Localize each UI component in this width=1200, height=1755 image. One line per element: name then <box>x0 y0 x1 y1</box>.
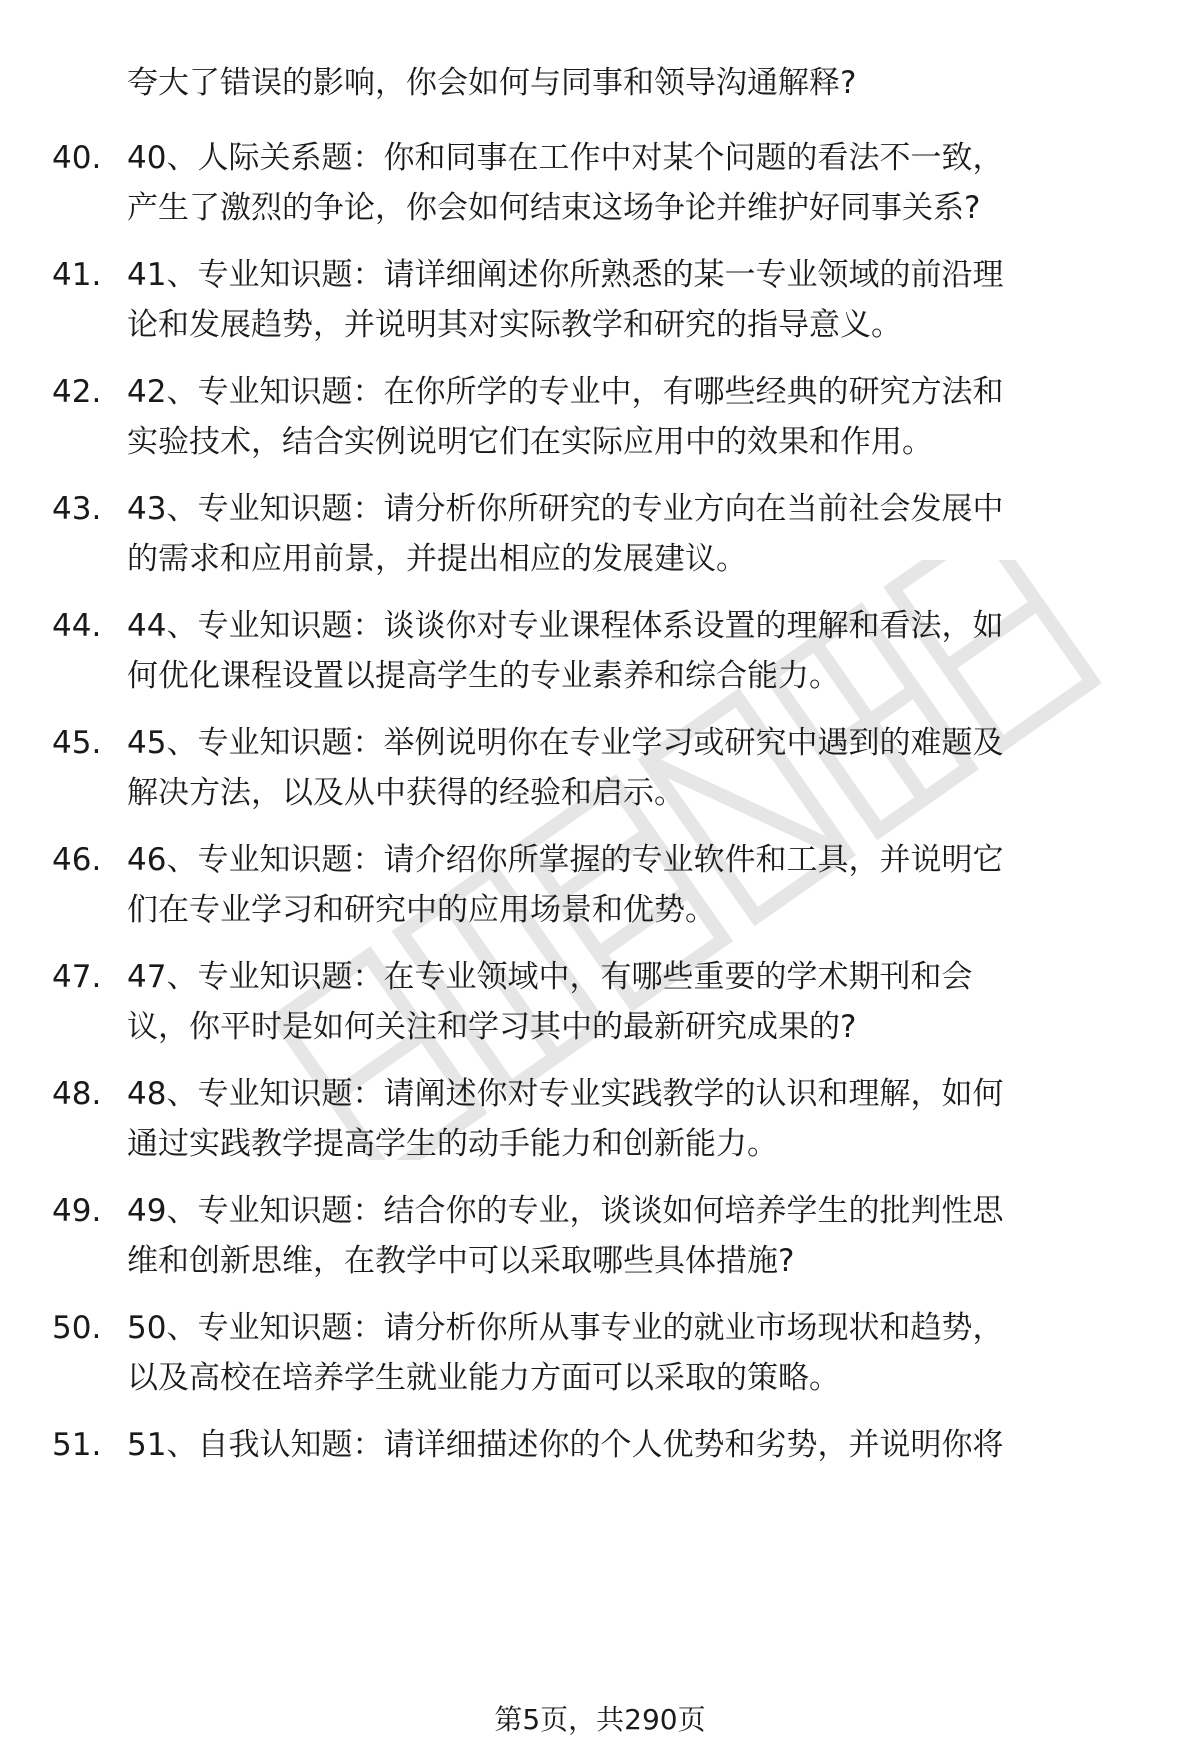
item-text: 48、专业知识题：请阐述你对专业实践教学的认识和理解，如何 通过实践教学提高学生的动手能力和创新能力。 <box>127 1076 1004 1162</box>
item-number: 46. <box>52 842 102 878</box>
item-text: 49、专业知识题：结合你的专业，谈谈如何培养学生的批判性思 维和创新思维，在教学中可以采取哪些具体措施? <box>127 1193 1004 1279</box>
item-text: 45、专业知识题：举例说明你在专业学习或研究中遇到的难题及 解决方法，以及从中获得的经验和启示。 <box>127 725 1004 811</box>
item-text: 42、专业知识题：在你所学的专业中，有哪些经典的研究方法和 实验技术，结合实例说明它们在实际应用中的效果和作用。 <box>127 374 1004 460</box>
item-number: 42. <box>52 374 102 410</box>
item-text: 44、专业知识题：谈谈你对专业课程体系设置的理解和看法，如 何优化课程设置以提高学生的专业素养和综合能力。 <box>127 608 1004 694</box>
item-number: 50. <box>52 1310 102 1346</box>
item-number: 44. <box>52 608 102 644</box>
item-number: 40. <box>52 140 102 176</box>
item-number: 41. <box>52 257 102 293</box>
item-text: 47、专业知识题：在专业领域中，有哪些重要的学术期刊和会 议，你平时是如何关注和学习其中的最新研究成果的? <box>127 959 973 1045</box>
item-text: 43、专业知识题：请分析你所研究的专业方向在当前社会发展中 的需求和应用前景，并提出相应的发展建议。 <box>127 491 1004 577</box>
item-text: 40、人际关系题：你和同事在工作中对某个问题的看法不一致， 产生了激烈的争论，你会如何结束这场争论并维护好同事关系? <box>127 140 1004 226</box>
item-number: 48. <box>52 1076 102 1112</box>
item-number: 47. <box>52 959 102 995</box>
item-number: 51. <box>52 1427 102 1463</box>
item-text: 51、自我认知题：请详细描述你的个人优势和劣势，并说明你将 <box>127 1427 1004 1463</box>
item-text: 41、专业知识题：请详细阐述你所熟悉的某一专业领域的前沿理 论和发展趋势，并说明其对实际教学和研究的指导意义。 <box>127 257 1004 343</box>
item-number: 49. <box>52 1193 102 1229</box>
continuation-text: 夸大了错误的影响，你会如何与同事和领导沟通解释? <box>127 65 857 101</box>
item-text: 46、专业知识题：请介绍你所掌握的专业软件和工具，并说明它 们在专业学习和研究中的应用场景和优势。 <box>127 842 1004 928</box>
item-number: 43. <box>52 491 102 527</box>
item-text: 50、专业知识题：请分析你所从事专业的就业市场现状和趋势， 以及高校在培养学生就业能力方面可以采取的策略。 <box>127 1310 1004 1396</box>
item-number: 45. <box>52 725 102 761</box>
page-footer: 第5页，共290页 <box>494 1703 706 1736</box>
